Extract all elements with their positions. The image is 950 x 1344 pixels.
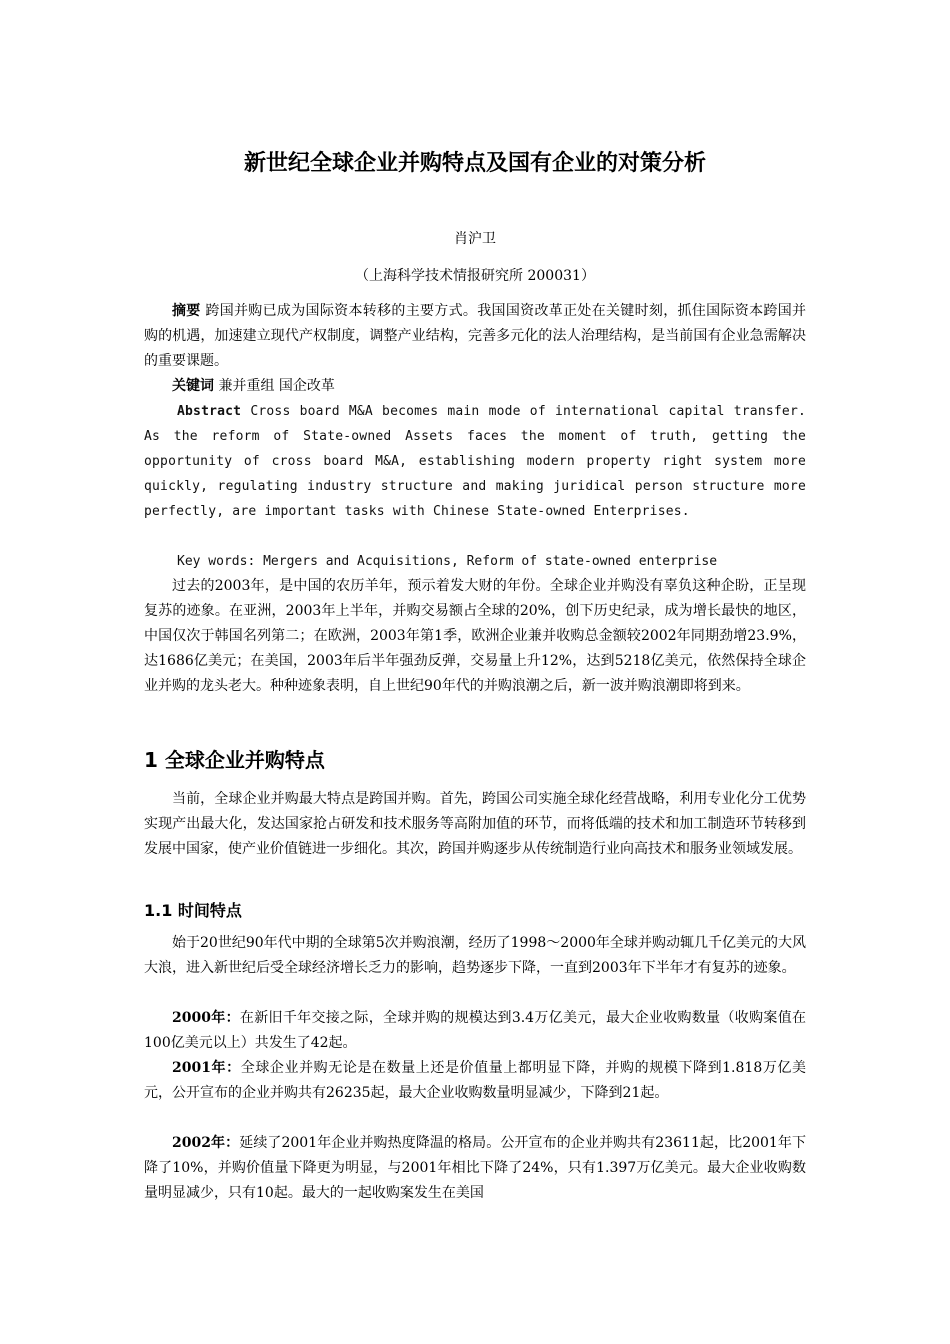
keywords-en-label: Key words: xyxy=(177,554,256,569)
year-2002-text: 延续了2001年企业并购热度降温的格局。公开宣布的企业并购共有23611起，比2001年下降了10%，并购价值量下降更为明显，与2001年相比下降了24%，只有1.397万亿美元。最大企业收购数量明显减少，只有10起。最大的一起收购案发生在美国 xyxy=(144,1135,806,1201)
abstract-en-text: Cross board M&A becomes main mode of international capital transfer. As the reform of State-owned Assets faces the moment of truth, getting the opportunity of cross board M&A, establishing modern property right system more quickly, regulating industry structure and making juridical person structure more perfectly, are important tasks with Chinese State-owned Enterprises. xyxy=(144,404,806,519)
abstract-en-label: Abstract xyxy=(177,404,242,419)
section1-paragraph: 当前，全球企业并购最大特点是跨国并购。首先，跨国公司实施全球化经营战略，利用专业化分工优势实现产出最大化，发达国家抢占研发和技术服务等高附加值的环节，而将低端的技术和加工制造环节转移到发展中国家，使产业价值链进一步细化。其次，跨国并购逐步从传统制造行业向高技术和服务业领域发展。 xyxy=(144,791,806,857)
keywords-cn-label: 关键词 xyxy=(172,378,214,394)
author-affiliation: （上海科学技术情报研究所 200031） xyxy=(355,268,595,284)
abstract-cn xyxy=(144,299,806,374)
intro-paragraph: 过去的2003年，是中国的农历羊年，预示着发大财的年份。全球企业并购没有辜负这种企盼，正呈现复苏的迹象。在亚洲，2003年上半年，并购交易额占全球的20%，创下历史纪录，成为增长最快的地区，中国仅次于韩国名列第二；在欧洲，2003年第1季，欧洲企业兼并收购总金额较2002年同期劲增23.9%，达1686亿美元；在美国，2003年后半年强劲反弹，交易量上升12%，达到5218亿美元，依然保持全球企业并购的龙头老大。种种迹象表明，自上世纪90年代的并购浪潮之后，新一波并购浪潮即将到来。 xyxy=(144,578,806,694)
year-2001-label: 2001年： xyxy=(172,1060,241,1076)
abstract-cn-text: 跨国并购已成为国际资本转移的主要方式。我国国资改革正处在关键时刻，抓住国际资本跨国并购的机遇，加速建立现代产权制度，调整产业结构，完善多元化的法人治理结构，是当前国有企业急需解决的重要课题。 xyxy=(144,303,807,369)
year-2000-paragraph xyxy=(144,1006,806,1056)
keywords-en xyxy=(144,549,806,574)
keywords-cn-text: 兼并重组 国企改革 xyxy=(214,378,335,394)
year-2000-text: 在新旧千年交接之际，全球并购的规模达到3.4万亿美元，最大企业收购数量（收购案值在100亿美元以上）共发生了42起。 xyxy=(144,1010,807,1051)
author-name: 肖沪卫 xyxy=(454,231,496,247)
section1-1-paragraph: 始于20世纪90年代中期的全球第5次并购浪潮，经历了1998～2000年全球并购动辄几千亿美元的大风大浪，进入新世纪后受全球经济增长乏力的影响，趋势逐步下降，一直到2003年下半年才有复苏的迹象。 xyxy=(144,935,806,976)
section-heading-1-1: 1.1 时间特点 xyxy=(144,901,242,920)
abstract-en xyxy=(144,399,806,524)
page-title: 新世纪全球企业并购特点及国有企业的对策分析 xyxy=(243,151,706,176)
year-2001-paragraph xyxy=(144,1056,806,1106)
abstract-cn-label: 摘要 xyxy=(172,303,201,319)
year-2002-label: 2002年： xyxy=(172,1135,240,1151)
year-2000-label: 2000年： xyxy=(172,1010,240,1026)
year-2001-text: 全球企业并购无论是在数量上还是价值量上都明显下降，并购的规模下降到1.818万亿美元，公开宣布的企业并购共有26235起，最大企业收购数量明显减少，下降到21起。 xyxy=(144,1060,806,1101)
keywords-en-text: Mergers and Acquisitions, Reform of state-owned enterprise xyxy=(255,554,718,569)
section-heading-1: 1 全球企业并购特点 xyxy=(144,748,325,772)
keywords-cn xyxy=(144,374,806,399)
year-2002-paragraph xyxy=(144,1131,806,1206)
